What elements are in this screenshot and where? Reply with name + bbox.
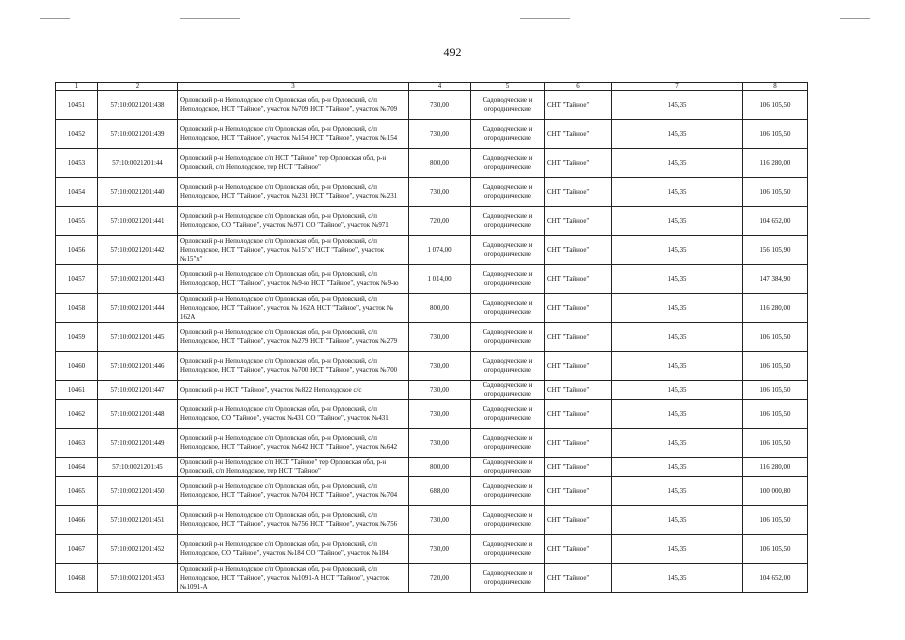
cadastral-value-cell: 106 105,50 [743,178,808,207]
cadastral-value-cell: 106 105,50 [743,400,808,429]
table-row [56,506,808,535]
organization-cell: СНТ "Тайное" [545,477,612,506]
column-header: 4 [409,83,471,91]
area-cell: 730,00 [409,506,471,535]
cadastral-value-cell: 106 105,50 [743,352,808,381]
area-cell: 730,00 [409,91,471,120]
address-cell: Орловский р-н Неполодское с/п Орловская обл, р-н Орловский, с/п Неполодское, НСТ "Тайное", участок № 162А НСТ "Тайное", участок № 162А [178,294,409,323]
land-use-cell: Садоводческие и огороднические [471,506,545,535]
cadastral-number-cell: 57:10:0021201:444 [98,294,178,323]
address-cell: Орловский р-н Неполодское с/п Орловская обл, р-н Орловский, с/п Неполодское, СО "Тайное", участок №971 СО "Тайное", участок №971 [178,207,409,236]
table-row [56,535,808,564]
land-use-cell: Садоводческие и огороднические [471,535,545,564]
cadastral-number-cell: 57:10:0021201:450 [98,477,178,506]
organization-cell: СНТ "Тайное" [545,265,612,294]
cadastral-number-cell: 57:10:0021201:445 [98,323,178,352]
cadastral-number-cell: 57:10:0021201:448 [98,400,178,429]
column-number-row [56,83,808,91]
row-number-cell: 10457 [56,265,98,294]
scan-artifact-line [180,18,240,19]
area-cell: 730,00 [409,400,471,429]
address-cell: Орловский р-н Неполодское с/п Орловская обл, р-н Орловский, с/п Неполодскор, НСТ "Тайное", участок №9-ю НСТ "Тайное", участок №9-ю [178,265,409,294]
organization-cell: СНТ "Тайное" [545,236,612,265]
cadastral-value-cell: 106 105,50 [743,535,808,564]
cadastral-number-cell: 57:10:0021201:443 [98,265,178,294]
column-header: 5 [471,83,545,91]
area-cell: 720,00 [409,207,471,236]
organization-cell: СНТ "Тайное" [545,429,612,458]
address-cell: Орловский р-н Неполодское с/п Орловская обл, р-н Орловский, с/п Неполодское, НСТ "Тайное", участок №15"х" НСТ "Тайное", участок №15"х" [178,236,409,265]
rate-cell: 145,35 [612,506,743,535]
column-header: 7 [612,83,743,91]
page-number: 492 [443,45,462,59]
cadastral-number-cell: 57:10:0021201:439 [98,120,178,149]
rate-cell: 145,35 [612,294,743,323]
table-row [56,149,808,178]
table-row [56,381,808,400]
area-cell: 730,00 [409,381,471,400]
address-cell: Орловский р-н Неполодское с/п Орловская обл, р-н Орловский, с/п Неполодское, СО "Тайное", участок №184 СО "Тайное", участок №184 [178,535,409,564]
table-row [56,236,808,265]
land-use-cell: Садоводческие и огороднические [471,381,545,400]
row-number-cell: 10451 [56,91,98,120]
row-number-cell: 10459 [56,323,98,352]
organization-cell: СНТ "Тайное" [545,458,612,477]
table-row [56,400,808,429]
area-cell: 1 074,00 [409,236,471,265]
column-header: 3 [178,83,409,91]
cadastral-number-cell: 57:10:0021201:452 [98,535,178,564]
rate-cell: 145,35 [612,207,743,236]
cadastral-value-cell: 104 652,00 [743,564,808,593]
address-cell: Орловский р-н Неполодское с/п Орловская обл, р-н Орловский, с/п Неполодское, СО "Тайное", участок №431 СО "Тайное", участок №431 [178,400,409,429]
land-use-cell: Садоводческие и огороднические [471,294,545,323]
cadastral-value-cell: 106 105,50 [743,323,808,352]
land-use-cell: Садоводческие и огороднические [471,207,545,236]
cadastral-value-cell: 106 105,50 [743,506,808,535]
cadastral-value-cell: 156 105,90 [743,236,808,265]
land-use-cell: Садоводческие и огороднические [471,236,545,265]
organization-cell: СНТ "Тайное" [545,178,612,207]
rate-cell: 145,35 [612,149,743,178]
cadastral-value-cell: 106 105,50 [743,429,808,458]
scan-artifact-line [520,18,570,19]
column-header: 6 [545,83,612,91]
cadastral-number-cell: 57:10:0021201:449 [98,429,178,458]
row-number-cell: 10456 [56,236,98,265]
row-number-cell: 10460 [56,352,98,381]
organization-cell: СНТ "Тайное" [545,294,612,323]
rate-cell: 145,35 [612,400,743,429]
land-use-cell: Садоводческие и огороднические [471,149,545,178]
land-use-cell: Садоводческие и огороднические [471,400,545,429]
rate-cell: 145,35 [612,429,743,458]
area-cell: 1 014,00 [409,265,471,294]
cadastral-value-cell: 104 652,00 [743,207,808,236]
table-row [56,294,808,323]
row-number-cell: 10463 [56,429,98,458]
row-number-cell: 10461 [56,381,98,400]
cadastral-number-cell: 57:10:0021201:438 [98,91,178,120]
address-cell: Орловский р-н Неполодское с/п НСТ "Тайное" тер Орловская обл, р-н Орловский, с/п Неполодское, тер НСТ "Тайное" [178,149,409,178]
land-use-cell: Садоводческие и огороднические [471,429,545,458]
organization-cell: СНТ "Тайное" [545,207,612,236]
cadastral-value-cell: 106 105,50 [743,120,808,149]
cadastral-value-cell: 116 280,00 [743,458,808,477]
rate-cell: 145,35 [612,352,743,381]
address-cell: Орловский р-н Неполодское с/п НСТ "Тайное" тер Орловская обл, р-н Орловский, с/п Неполодское, тер НСТ "Тайное" [178,458,409,477]
area-cell: 688,00 [409,477,471,506]
address-cell: Орловский р-н Неполодское с/п Орловская обл, р-н Орловский, с/п Неполодское, НСТ "Тайное", участок №154 НСТ "Тайное", участок №154 [178,120,409,149]
area-cell: 730,00 [409,178,471,207]
organization-cell: СНТ "Тайное" [545,381,612,400]
rate-cell: 145,35 [612,381,743,400]
land-use-cell: Садоводческие и огороднические [471,91,545,120]
table-row [56,564,808,593]
organization-cell: СНТ "Тайное" [545,400,612,429]
column-header: 2 [98,83,178,91]
address-cell: Орловский р-н Неполодское с/п Орловская обл, р-н Орловский, с/п Неполодское, НСТ "Тайное", участок №642 НСТ "Тайное", участок №642 [178,429,409,458]
area-cell: 800,00 [409,294,471,323]
area-cell: 800,00 [409,458,471,477]
cadastral-value-cell: 106 105,50 [743,91,808,120]
address-cell: Орловский р-н Неполодское с/п Орловская обл, р-н Орловский, с/п Неполодское, НСТ "Тайное", участок №700 НСТ "Тайное", участок №700 [178,352,409,381]
scan-artifact-line [840,18,870,19]
address-cell: Орловский р-н Неполодское с/п Орловская обл, р-н Орловский, с/п Неполодское, НСТ "Тайное", участок №1091-А НСТ "Тайное", участок №1091-А [178,564,409,593]
cadastral-number-cell: 57:10:0021201:442 [98,236,178,265]
address-cell: Орловский р-н Неполодское с/п Орловская обл, р-н Орловский, с/п Неполодское, НСТ "Тайное", участок №279 НСТ "Тайное", участок №279 [178,323,409,352]
land-use-cell: Садоводческие и огороднические [471,564,545,593]
scan-artifact-line [40,18,70,19]
address-cell: Орловский р-н Неполодское с/п Орловская обл, р-н Орловский, с/п Неполодское, НСТ "Тайное", участок №709 НСТ "Тайное", участок №709 [178,91,409,120]
land-use-cell: Садоводческие и огороднические [471,178,545,207]
column-header: 1 [56,83,98,91]
organization-cell: СНТ "Тайное" [545,564,612,593]
table-row [56,429,808,458]
area-cell: 730,00 [409,120,471,149]
organization-cell: СНТ "Тайное" [545,323,612,352]
area-cell: 720,00 [409,564,471,593]
row-number-cell: 10452 [56,120,98,149]
row-number-cell: 10467 [56,535,98,564]
cadastral-value-cell: 116 280,00 [743,294,808,323]
land-use-cell: Садоводческие и огороднические [471,265,545,294]
area-cell: 730,00 [409,323,471,352]
table-row [56,265,808,294]
land-use-cell: Садоводческие и огороднические [471,458,545,477]
row-number-cell: 10454 [56,178,98,207]
table-row [56,477,808,506]
row-number-cell: 10465 [56,477,98,506]
cadastral-number-cell: 57:10:0021201:441 [98,207,178,236]
table-row [56,91,808,120]
address-cell: Орловский р-н Неполодское с/п Орловская обл, р-н Орловский, с/п Неполодское, НСТ "Тайное", участок №231 НСТ "Тайное", участок №231 [178,178,409,207]
address-cell: Орловский р-н Неполодское с/п Орловская обл, р-н Орловский, с/п Неполодское, НСТ "Тайное", участок №756 НСТ "Тайное", участок №756 [178,506,409,535]
land-use-cell: Садоводческие и огороднические [471,352,545,381]
cadastral-number-cell: 57:10:0021201:453 [98,564,178,593]
rate-cell: 145,35 [612,91,743,120]
row-number-cell: 10462 [56,400,98,429]
table-row [56,178,808,207]
rate-cell: 145,35 [612,120,743,149]
organization-cell: СНТ "Тайное" [545,352,612,381]
table-row [56,352,808,381]
cadastral-number-cell: 57:10:0021201:447 [98,381,178,400]
area-cell: 730,00 [409,352,471,381]
row-number-cell: 10458 [56,294,98,323]
rate-cell: 145,35 [612,535,743,564]
table-row [56,207,808,236]
cadastral-number-cell: 57:10:0021201:440 [98,178,178,207]
column-header: 8 [743,83,808,91]
row-number-cell: 10466 [56,506,98,535]
row-number-cell: 10453 [56,149,98,178]
rate-cell: 145,35 [612,265,743,294]
land-use-cell: Садоводческие и огороднические [471,477,545,506]
rate-cell: 145,35 [612,477,743,506]
table-row [56,323,808,352]
cadastral-value-cell: 116 280,00 [743,149,808,178]
cadastral-value-cell: 100 000,80 [743,477,808,506]
organization-cell: СНТ "Тайное" [545,91,612,120]
organization-cell: СНТ "Тайное" [545,120,612,149]
organization-cell: СНТ "Тайное" [545,149,612,178]
rate-cell: 145,35 [612,458,743,477]
address-cell: Орловский р-н Неполодское с/п Орловская обл, р-н Орловский, с/п Неполодское, НСТ "Тайное", участок №704 НСТ "Тайное", участок №704 [178,477,409,506]
address-cell: Орловский р-н НСТ "Тайное", участок №822 Неполодское с/с [178,381,409,400]
land-use-cell: Садоводческие и огороднические [471,323,545,352]
rate-cell: 145,35 [612,236,743,265]
land-registry-table [55,82,808,593]
cadastral-number-cell: 57:10:0021201:45 [98,458,178,477]
area-cell: 800,00 [409,149,471,178]
cadastral-number-cell: 57:10:0021201:451 [98,506,178,535]
land-use-cell: Садоводческие и огороднические [471,120,545,149]
rate-cell: 145,35 [612,178,743,207]
table-row [56,458,808,477]
organization-cell: СНТ "Тайное" [545,506,612,535]
area-cell: 730,00 [409,429,471,458]
row-number-cell: 10455 [56,207,98,236]
cadastral-value-cell: 147 384,90 [743,265,808,294]
rate-cell: 145,35 [612,323,743,352]
cadastral-value-cell: 106 105,50 [743,381,808,400]
row-number-cell: 10464 [56,458,98,477]
organization-cell: СНТ "Тайное" [545,535,612,564]
area-cell: 730,00 [409,535,471,564]
row-number-cell: 10468 [56,564,98,593]
cadastral-number-cell: 57:10:0021201:44 [98,149,178,178]
rate-cell: 145,35 [612,564,743,593]
table-row [56,120,808,149]
cadastral-number-cell: 57:10:0021201:446 [98,352,178,381]
